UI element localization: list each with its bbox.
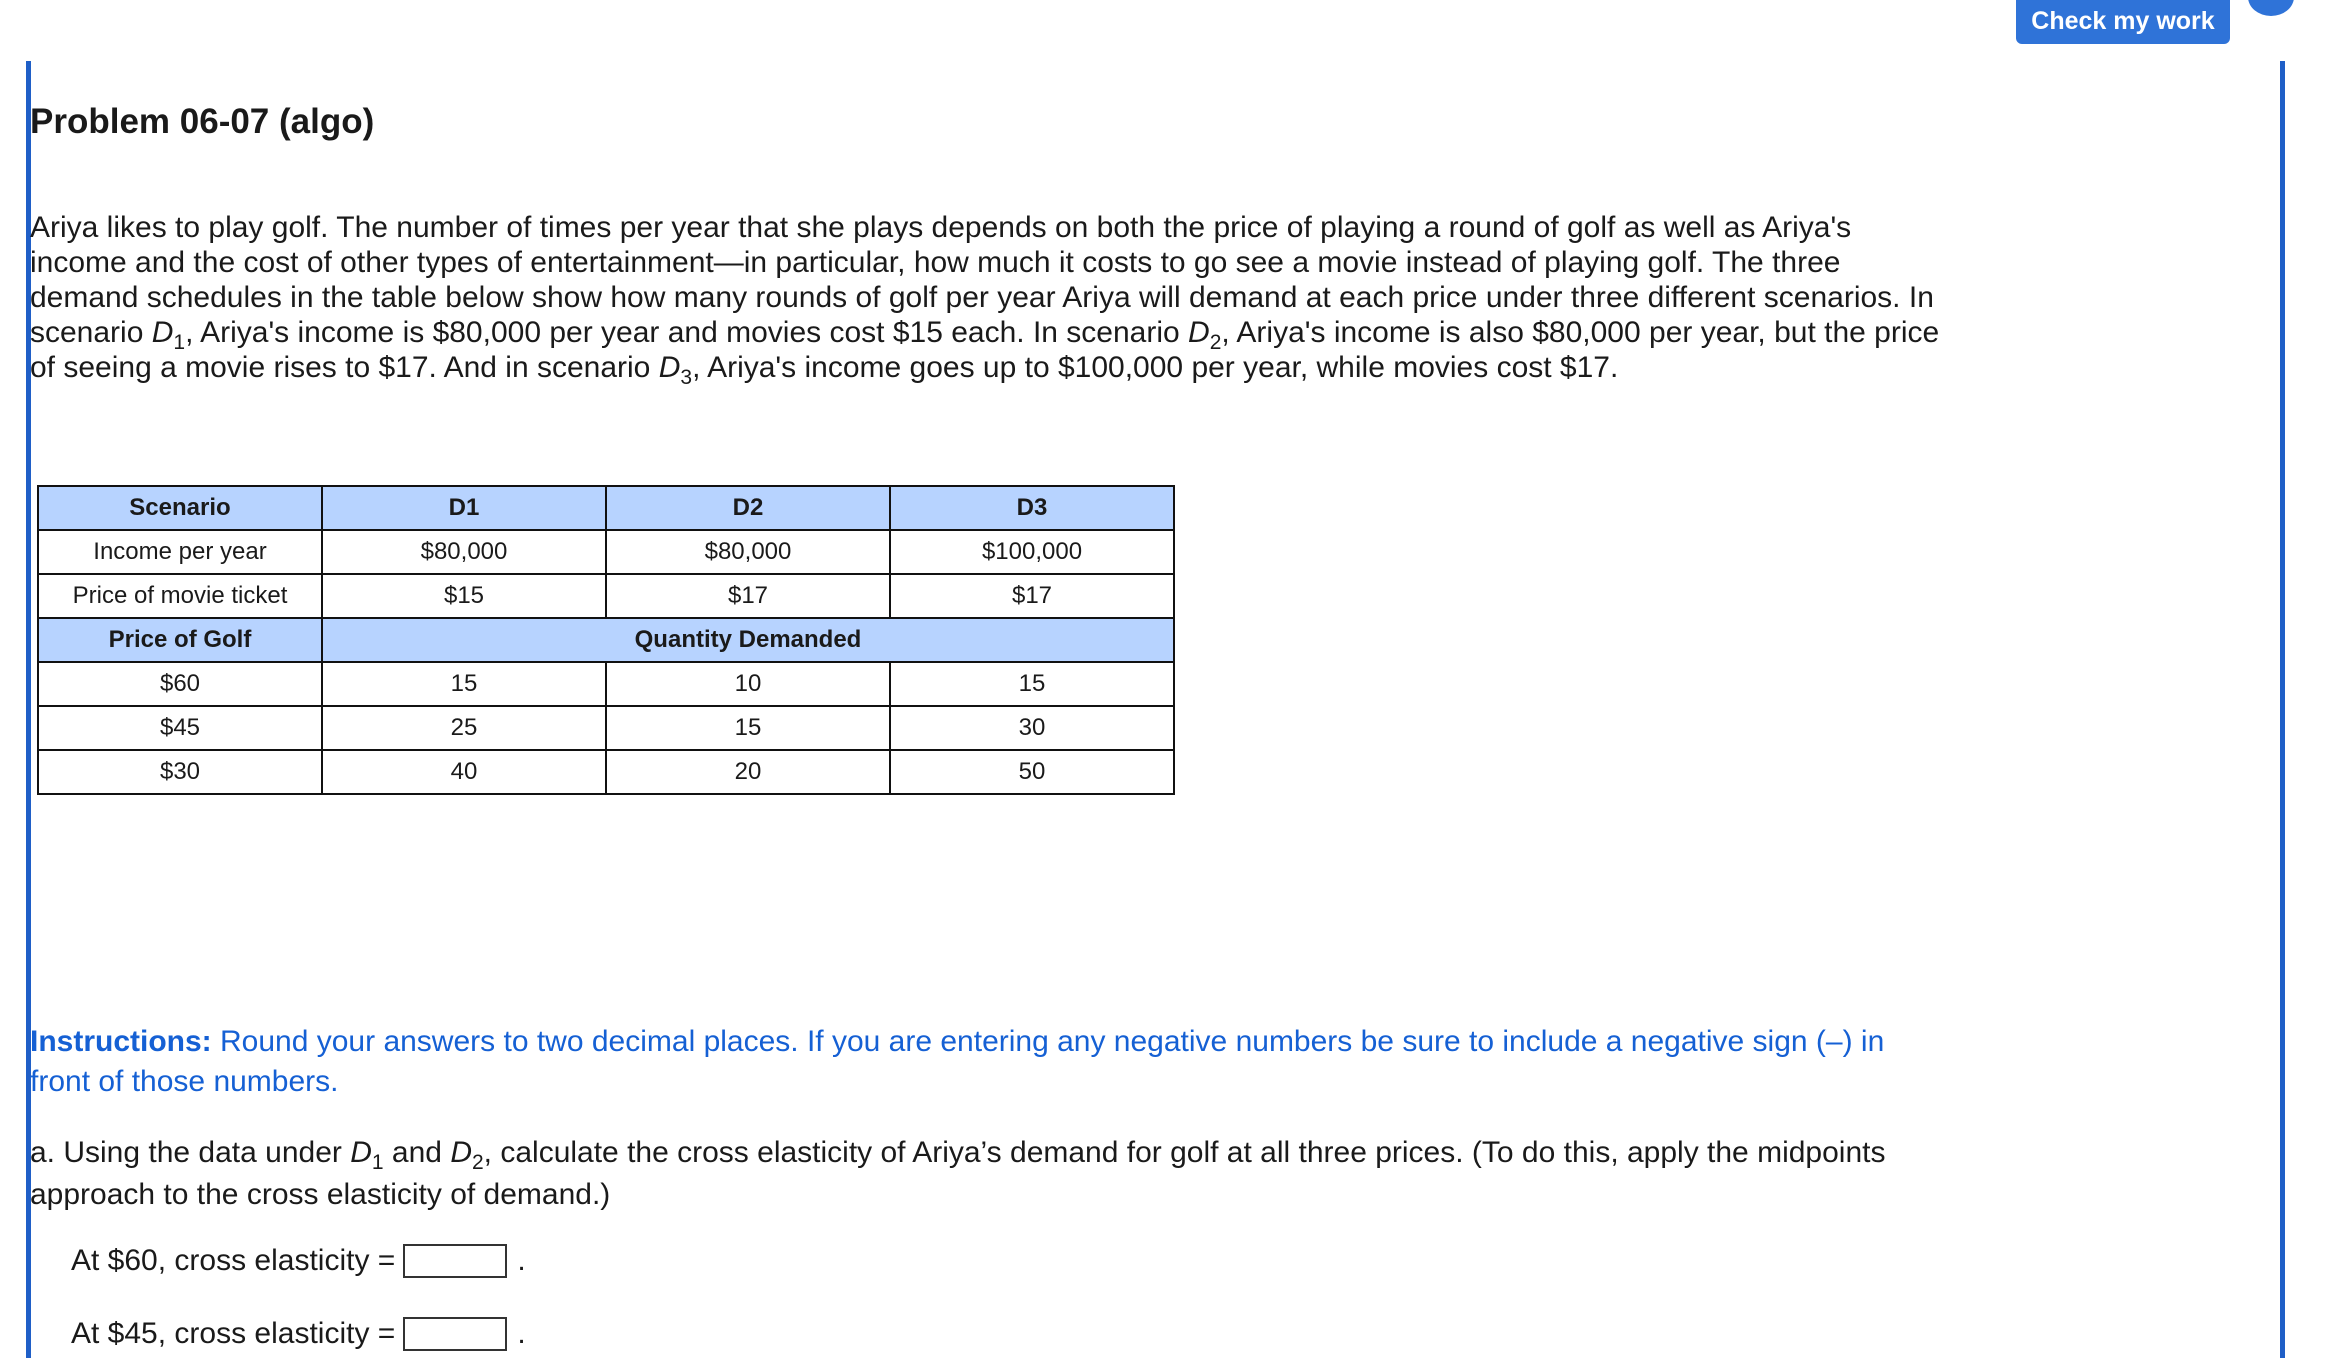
table-cell: $30 [38,750,322,794]
scenario-d-letter: D [1188,316,1210,349]
table-row [38,706,1174,750]
check-badge-icon [2248,0,2294,16]
table-cell: 40 [322,750,606,794]
table-cell: 20 [606,750,890,794]
table-cell: $15 [322,574,606,618]
table-row [38,530,1174,574]
answer-row-45 [71,1317,526,1351]
scenario-subscript: 2 [1209,331,1222,354]
table-row [38,574,1174,618]
table-cell: $60 [38,662,322,706]
answer-period: . [517,1317,526,1350]
scenario-subscript: 1 [371,1151,384,1174]
table-cell: $45 [38,706,322,750]
table-header-row [38,486,1174,530]
scenario-subscript: 2 [471,1151,484,1174]
table-cell: 15 [322,662,606,706]
answer-label: At $60, cross elasticity = [71,1244,396,1277]
table-header-cell: D2 [606,486,890,530]
table-section-row [38,618,1174,662]
table-cell: 50 [890,750,1174,794]
table-header-cell: Scenario [38,486,322,530]
table-cell: Price of movie ticket [38,574,322,618]
problem-title: Problem 06-07 (algo) [30,102,375,141]
table-cell: 15 [606,706,890,750]
table-section-label: Price of Golf [38,618,322,662]
check-my-work-button[interactable]: Check my work [2016,0,2230,44]
table-cell: 15 [890,662,1174,706]
table-header-cell: D3 [890,486,1174,530]
table-cell: 10 [606,662,890,706]
scenario-subscript: 1 [173,331,186,354]
cross-elasticity-60-input[interactable] [403,1244,507,1278]
table-row [38,662,1174,706]
answer-row-60 [71,1244,526,1278]
intro-text-1: Ariya likes to play golf. The number of times per year that she plays depends on both the price of playing a round of golf as well as Ariya's income and the cost of other types of entertainment—in particular, how much it costs to go see a movie instead of playing golf. The three demand schedules in the table below show how many rounds of golf per year Ariya will demand at each price under three different scenarios. In scenario [30,211,1934,349]
intro-text-2: , Ariya's income is $80,000 per year and movies cost $15 each. In scenario [185,316,1189,349]
question-text-and: and [383,1136,451,1169]
instructions-label: Instructions: [30,1025,212,1058]
intro-text-3: , Ariya's income is also $80,000 per year, but the price of seeing a movie rises to $17. And in scenario [30,316,1940,384]
table-header-cell: D1 [322,486,606,530]
demand-schedule-table [37,485,1175,795]
table-cell: $100,000 [890,530,1174,574]
table-section-title: Quantity Demanded [322,618,1174,662]
question-text-2: , calculate the cross elasticity of Ariya’s demand for golf at all three prices. (To do this, apply the midpoints approach to the cross elasticity of demand.) [30,1136,1886,1211]
instructions [30,1022,1950,1102]
answer-label: At $45, cross elasticity = [71,1317,396,1350]
scenario-d-letter: D [350,1136,372,1169]
table-cell: $80,000 [322,530,606,574]
table-cell: $17 [606,574,890,618]
table-row [38,750,1174,794]
question-a-prompt [30,1132,1950,1216]
frame-border-right [2280,61,2285,1358]
table-cell: $17 [890,574,1174,618]
scenario-d-letter: D [658,351,681,384]
table-cell: 30 [890,706,1174,750]
scenario-d-letter: D [151,316,174,349]
scenario-d-letter: D [450,1136,472,1169]
cross-elasticity-45-input[interactable] [403,1317,507,1351]
table-cell: Income per year [38,530,322,574]
instructions-text: Round your answers to two decimal places. If you are entering any negative numbers be sure to include a negative sign (–) in front of those numbers. [30,1025,1885,1098]
scenario-subscript: 3 [680,366,693,389]
answer-period: . [517,1244,526,1277]
table-cell: $80,000 [606,530,890,574]
table-cell: 25 [322,706,606,750]
intro-text-4: , Ariya's income goes up to $100,000 per year, while movies cost $17. [692,351,1619,384]
problem-intro [30,210,1950,389]
question-text-1: a. Using the data under [30,1136,351,1169]
